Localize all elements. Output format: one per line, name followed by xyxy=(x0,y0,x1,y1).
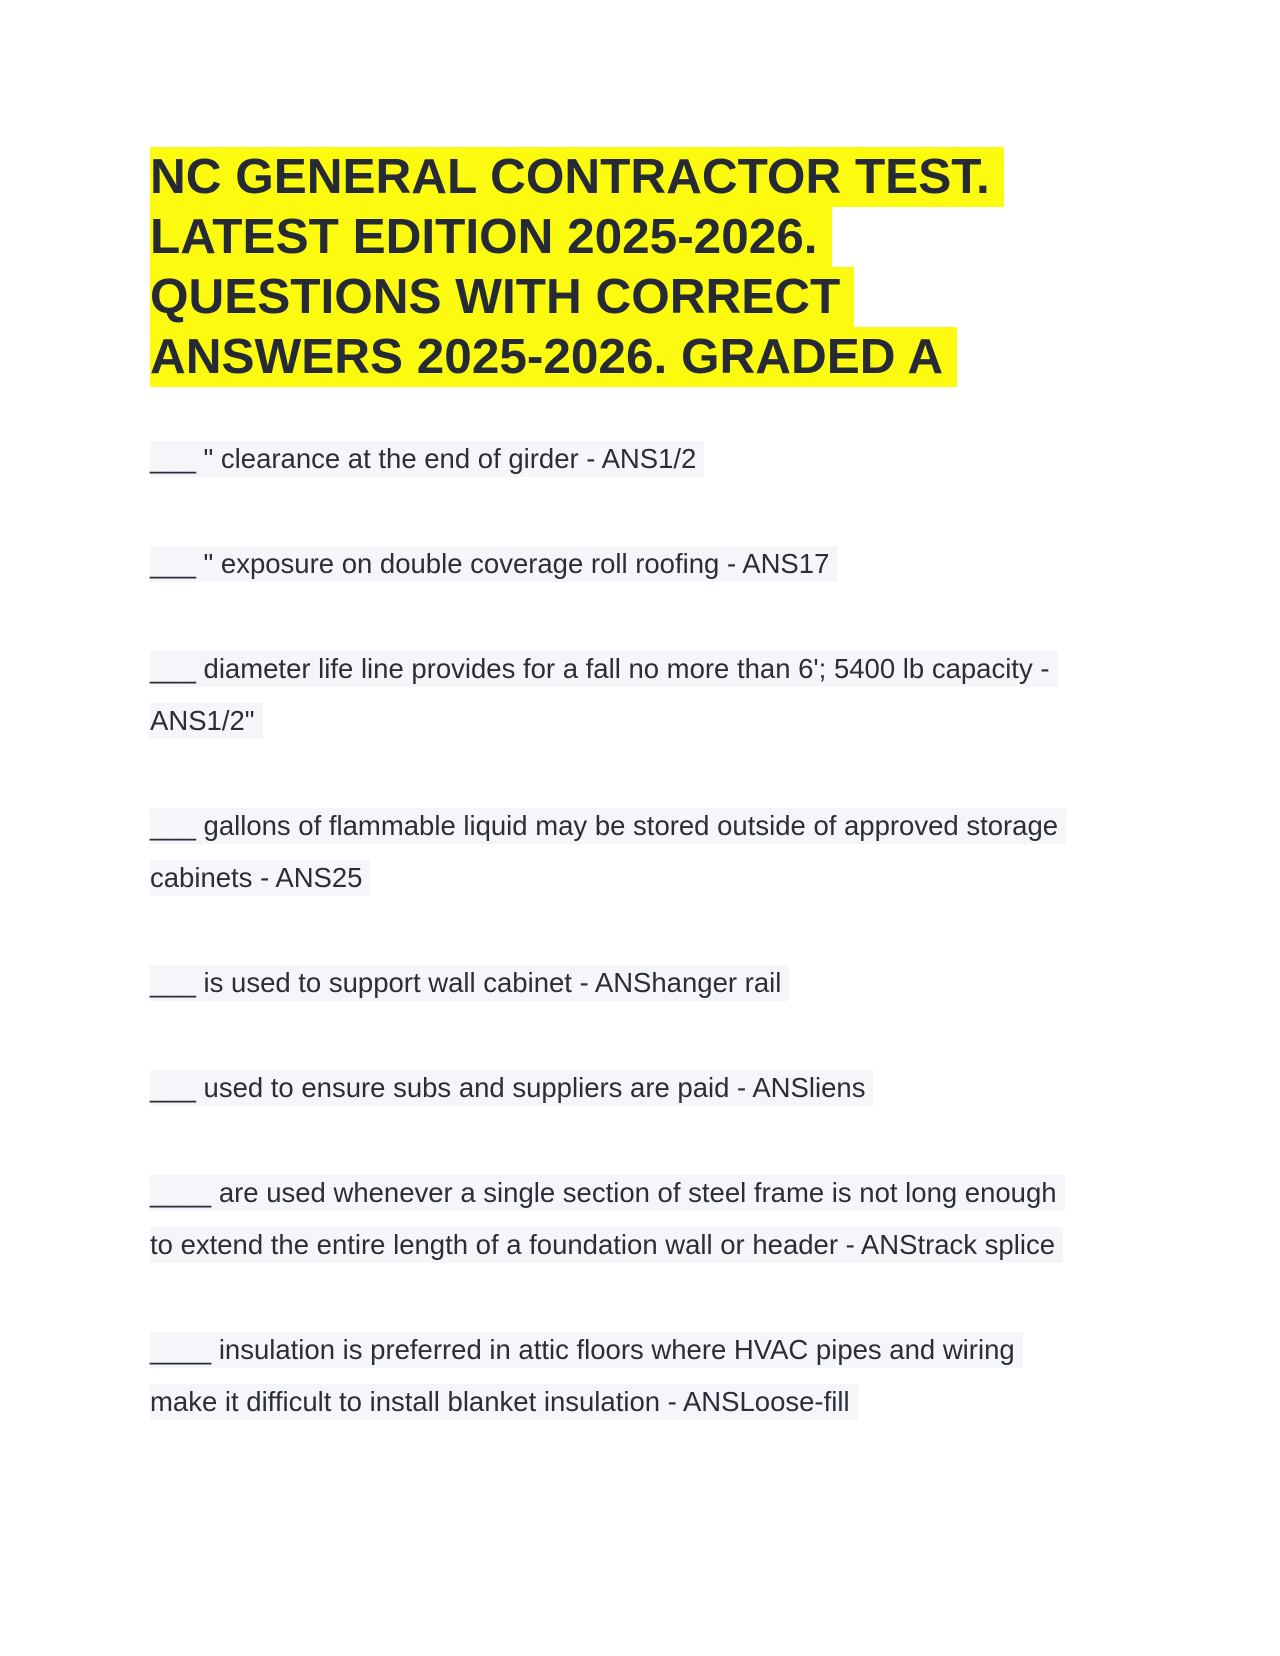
qa-entry-5 xyxy=(150,965,789,1005)
qa-entry-8 xyxy=(150,1332,1023,1372)
title-line xyxy=(150,147,1150,207)
qa-text: ANS1/2" xyxy=(150,703,263,739)
qa-text: ___ diameter life line provides for a fall no more than 6'; 5400 lb capacity - xyxy=(150,651,1058,687)
qa-text: ___ gallons of flammable liquid may be stored outside of approved storage xyxy=(150,808,1066,844)
title-line-text: LATEST EDITION 2025-2026. xyxy=(150,207,832,267)
qa-text: ____ insulation is preferred in attic floors where HVAC pipes and wiring xyxy=(150,1332,1023,1368)
qa-text: ___ is used to support wall cabinet - ANShanger rail xyxy=(150,965,789,1001)
qa-entry-4 xyxy=(150,808,1066,848)
title-line xyxy=(150,267,1150,327)
qa-text: ____ are used whenever a single section of steel frame is not long enough xyxy=(150,1175,1065,1211)
qa-text: to extend the entire length of a foundation wall or header - ANStrack splice xyxy=(150,1227,1063,1263)
qa-text: ___ " exposure on double coverage roll roofing - ANS17 xyxy=(150,546,837,582)
title-line xyxy=(150,207,1150,267)
qa-text: ___ used to ensure subs and suppliers are paid - ANSliens xyxy=(150,1070,873,1106)
qa-entry-3-cont xyxy=(150,703,263,743)
qa-entry-7 xyxy=(150,1175,1065,1215)
qa-entry-3 xyxy=(150,651,1058,691)
title-line-text: ANSWERS 2025-2026. GRADED A xyxy=(150,327,957,387)
qa-entry-2 xyxy=(150,546,837,586)
qa-text: ___ " clearance at the end of girder - ANS1/2 xyxy=(150,441,704,477)
title-line-text: QUESTIONS WITH CORRECT xyxy=(150,267,854,327)
document-title xyxy=(150,147,1150,387)
title-line xyxy=(150,327,1150,387)
qa-entry-6 xyxy=(150,1070,873,1110)
qa-text: make it difficult to install blanket insulation - ANSLoose-fill xyxy=(150,1384,858,1420)
qa-entry-1 xyxy=(150,441,704,481)
qa-text: cabinets - ANS25 xyxy=(150,860,370,896)
qa-entry-7-cont xyxy=(150,1227,1063,1267)
title-line-text: NC GENERAL CONTRACTOR TEST. xyxy=(150,147,1004,207)
qa-entry-4-cont xyxy=(150,860,370,900)
qa-entry-8-cont xyxy=(150,1384,858,1424)
